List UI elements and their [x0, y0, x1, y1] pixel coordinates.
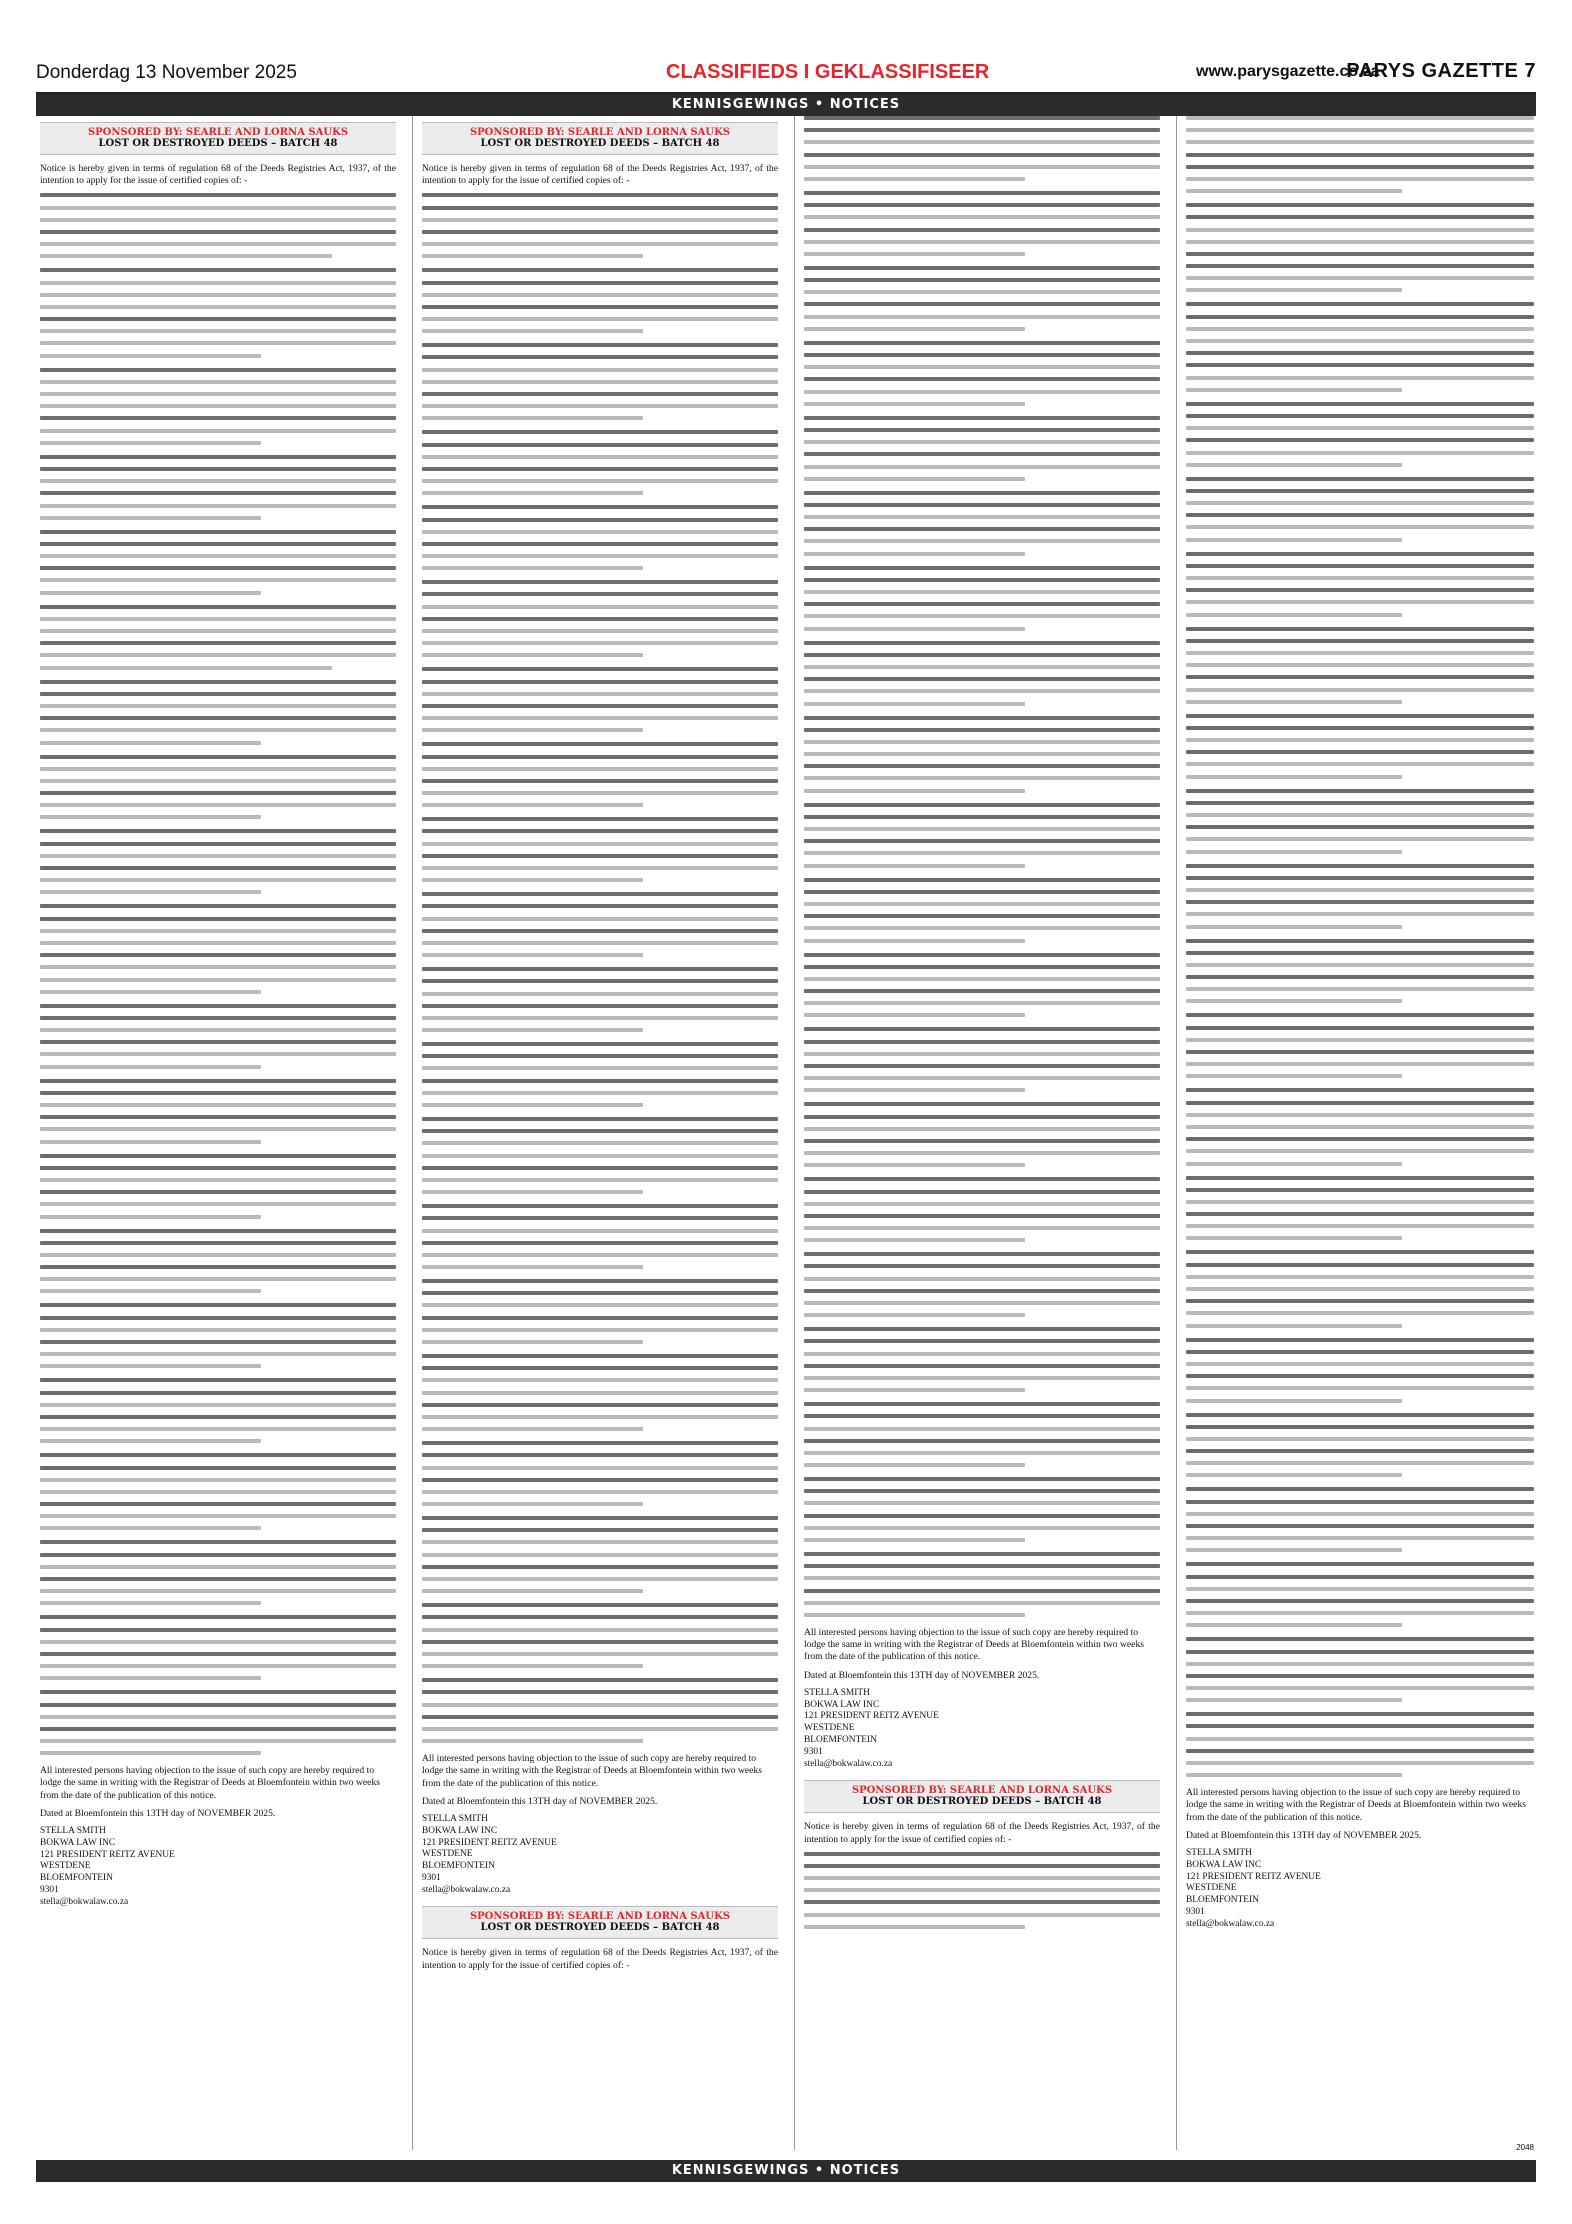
- notice-intro: Notice is hereby given in terms of regulation 68 of the Deeds Registries Act, 1937, of the intention to apply for the issue of certified copies of: -: [804, 1821, 1160, 1845]
- notice-list: [422, 193, 778, 1743]
- column-divider: [794, 116, 795, 2150]
- sig-firm: BOKWA LAW INC: [422, 1825, 498, 1836]
- list-item: [40, 1229, 396, 1294]
- sig-firm: BOKWA LAW INC: [804, 1699, 880, 1710]
- sig-suburb: WESTDENE: [804, 1723, 855, 1734]
- notice-list: [1186, 116, 1534, 1777]
- banner-title: LOST OR DESTROYED DEEDS – BATCH 48: [480, 1922, 720, 1934]
- banner-sponsor: SPONSORED BY: SEARLE AND LORNA SAUKS: [851, 1785, 1113, 1797]
- sig-postcode: 9301: [422, 1872, 441, 1883]
- list-item: [1186, 477, 1534, 542]
- list-item: [1186, 1637, 1534, 1702]
- list-item: [804, 803, 1160, 868]
- column-divider: [412, 116, 413, 2150]
- list-item: [40, 904, 396, 993]
- list-item: [422, 817, 778, 882]
- objection-notice: All interested persons having objection to the issue of such copy are hereby required to lodge the same in writing with the Registrar of Deeds at Bloemfontein within two weeks from the date of the publication of this notice.: [804, 1626, 1144, 1663]
- notices-bar-bottom: KENNISGEWINGS • NOTICES: [36, 2160, 1536, 2182]
- list-item: [422, 1354, 778, 1431]
- list-item: [422, 1204, 778, 1269]
- list-item: [1186, 203, 1534, 292]
- list-item: [804, 953, 1160, 1018]
- list-item: [422, 1117, 778, 1194]
- ad-code: 2048: [1516, 2143, 1534, 2150]
- list-item: [1186, 116, 1534, 193]
- list-item: [804, 266, 1160, 331]
- list-item: [804, 116, 1160, 181]
- list-item: [1186, 939, 1534, 1004]
- list-item: [1186, 552, 1534, 617]
- list-item: [804, 1402, 1160, 1467]
- notice-list: [40, 193, 396, 1755]
- list-item: [40, 829, 396, 894]
- list-item: [40, 1079, 396, 1144]
- sig-address: 121 PRESIDENT REITZ AVENUE: [1186, 1871, 1321, 1882]
- list-item: [40, 755, 396, 820]
- deeds-banner: [422, 122, 778, 155]
- sig-firm: BOKWA LAW INC: [1186, 1859, 1262, 1870]
- list-item: [804, 191, 1160, 256]
- column-2: [422, 116, 778, 2150]
- list-item: [804, 1252, 1160, 1317]
- column-divider: [1176, 116, 1177, 2150]
- list-item: [422, 430, 778, 495]
- dated-line: Dated at Bloemfontein this 13TH day of NOVEMBER 2025.: [1186, 1829, 1422, 1841]
- list-item: [1186, 1088, 1534, 1165]
- deeds-banner: [422, 1906, 778, 1939]
- deeds-banner: [804, 1780, 1160, 1813]
- list-item: [1186, 1562, 1534, 1627]
- signature-block: [40, 1826, 396, 1909]
- list-item: [804, 566, 1160, 631]
- list-item: [422, 580, 778, 657]
- list-item: [1186, 789, 1534, 854]
- list-item: [40, 1540, 396, 1605]
- list-item: [40, 1378, 396, 1443]
- list-item: [1186, 864, 1534, 929]
- list-item: [40, 1453, 396, 1530]
- sig-postcode: 9301: [1186, 1906, 1205, 1917]
- list-item: [1186, 1712, 1534, 1777]
- list-item: [40, 193, 396, 258]
- list-item: [422, 1279, 778, 1344]
- list-item: [804, 1102, 1160, 1167]
- list-item: [1186, 1250, 1534, 1327]
- list-item: [1186, 627, 1534, 704]
- list-item: [40, 368, 396, 445]
- notice-intro: Notice is hereby given in terms of regulation 68 of the Deeds Registries Act, 1937, of the intention to apply for the issue of certified copies of: -: [422, 163, 778, 187]
- list-item: [422, 268, 778, 333]
- list-item: [422, 1516, 778, 1593]
- sig-address: 121 PRESIDENT REITZ AVENUE: [422, 1837, 557, 1848]
- sig-postcode: 9301: [40, 1885, 59, 1896]
- list-item: [804, 716, 1160, 793]
- list-item: [422, 1678, 778, 1743]
- column-1: [40, 116, 396, 2150]
- banner-sponsor: SPONSORED BY: SEARLE AND LORNA SAUKS: [469, 127, 731, 138]
- list-item: [40, 455, 396, 520]
- list-item: [40, 530, 396, 595]
- list-item: [40, 605, 396, 670]
- objection-notice: All interested persons having objection to the issue of such copy are hereby required to lodge the same in writing with the Registrar of Deeds at Bloemfontein within two weeks from the date of the publication of this notice.: [1186, 1787, 1526, 1823]
- list-item: [804, 1177, 1160, 1242]
- list-item: [40, 1615, 396, 1680]
- list-item: [1186, 402, 1534, 467]
- banner-sponsor: SPONSORED BY: SEARLE AND LORNA SAUKS: [87, 127, 349, 138]
- list-item: [422, 742, 778, 807]
- list-item: [804, 491, 1160, 556]
- list-item: [804, 341, 1160, 406]
- sig-email[interactable]: stella@bokwalaw.co.za: [422, 1884, 511, 1895]
- list-item: [422, 505, 778, 570]
- sig-address: 121 PRESIDENT REITZ AVENUE: [804, 1711, 939, 1722]
- list-item: [804, 1552, 1160, 1617]
- list-item: [422, 343, 778, 420]
- signature-block: [1186, 1848, 1534, 1931]
- list-item: [422, 667, 778, 732]
- banner-sponsor: SPONSORED BY: SEARLE AND LORNA SAUKS: [469, 1911, 731, 1923]
- sig-city: BLOEMFONTEIN: [1186, 1895, 1259, 1906]
- list-item: [422, 967, 778, 1032]
- list-item: [804, 416, 1160, 481]
- list-item: [1186, 1013, 1534, 1078]
- list-item: [1186, 302, 1534, 391]
- paper-name: PARYS GAZETTE 7: [1346, 60, 1536, 82]
- dated-line: Dated at Bloemfontein this 13TH day of NOVEMBER 2025.: [804, 1669, 1040, 1681]
- website-url[interactable]: www.parysgazette.co.za: [1196, 63, 1380, 80]
- list-item: [40, 1303, 396, 1368]
- list-item: [1186, 1176, 1534, 1241]
- notice-list: [804, 1852, 1160, 1929]
- signature-block: [422, 1814, 778, 1897]
- sig-name: STELLA SMITH: [40, 1826, 106, 1837]
- list-item: [40, 680, 396, 745]
- dated-line: Dated at Bloemfontein this 13TH day of NOVEMBER 2025.: [40, 1807, 276, 1819]
- column-4: [1186, 116, 1534, 2150]
- list-item: [40, 1690, 396, 1755]
- sig-email[interactable]: stella@bokwalaw.co.za: [804, 1758, 893, 1769]
- list-item: [40, 1004, 396, 1069]
- sig-city: BLOEMFONTEIN: [40, 1873, 113, 1884]
- sig-suburb: WESTDENE: [1186, 1883, 1237, 1894]
- sig-name: STELLA SMITH: [422, 1813, 488, 1824]
- sig-postcode: 9301: [804, 1746, 823, 1757]
- banner-title: LOST OR DESTROYED DEEDS – BATCH 48: [98, 138, 338, 149]
- list-item: [804, 1852, 1160, 1929]
- list-item: [40, 268, 396, 357]
- list-item: [1186, 1487, 1534, 1552]
- banner-title: LOST OR DESTROYED DEEDS – BATCH 48: [862, 1796, 1102, 1808]
- banner-title: LOST OR DESTROYED DEEDS – BATCH 48: [480, 138, 720, 149]
- list-item: [422, 1603, 778, 1668]
- list-item: [422, 1042, 778, 1107]
- list-item: [804, 641, 1160, 706]
- notice-intro: Notice is hereby given in terms of regulation 68 of the Deeds Registries Act, 1937, of the intention to apply for the issue of certified copies of: -: [422, 1947, 778, 1971]
- list-item: [804, 1327, 1160, 1392]
- sig-email[interactable]: stella@bokwalaw.co.za: [40, 1896, 129, 1907]
- dated-line: Dated at Bloemfontein this 13TH day of NOVEMBER 2025.: [422, 1795, 658, 1807]
- sig-suburb: WESTDENE: [422, 1849, 473, 1860]
- issue-date: Donderdag 13 November 2025: [36, 62, 297, 83]
- notice-intro: Notice is hereby given in terms of regulation 68 of the Deeds Registries Act, 1937, of the intention to apply for the issue of certified copies of: -: [40, 163, 396, 187]
- list-item: [422, 892, 778, 957]
- sig-name: STELLA SMITH: [804, 1687, 870, 1698]
- column-3: [804, 116, 1160, 2150]
- notices-bar-top: KENNISGEWINGS • NOTICES: [36, 94, 1536, 116]
- objection-notice: All interested persons having objection to the issue of such copy are hereby required to lodge the same in writing with the Registrar of Deeds at Bloemfontein within two weeks from the date of the publication of this notice.: [422, 1753, 762, 1789]
- list-item: [1186, 714, 1534, 779]
- list-item: [422, 193, 778, 258]
- sig-email[interactable]: stella@bokwalaw.co.za: [1186, 1918, 1275, 1929]
- notice-list: [804, 116, 1160, 1617]
- list-item: [40, 1154, 396, 1219]
- sig-city: BLOEMFONTEIN: [804, 1734, 877, 1745]
- sig-name: STELLA SMITH: [1186, 1848, 1252, 1858]
- list-item: [804, 1027, 1160, 1092]
- page-header: [36, 58, 1536, 92]
- list-item: [1186, 1338, 1534, 1403]
- deeds-banner: [40, 122, 396, 155]
- list-item: [804, 878, 1160, 943]
- sig-suburb: WESTDENE: [40, 1861, 91, 1872]
- sig-city: BLOEMFONTEIN: [422, 1861, 495, 1872]
- list-item: [422, 1441, 778, 1506]
- list-item: [804, 1477, 1160, 1542]
- sig-firm: BOKWA LAW INC: [40, 1837, 116, 1848]
- list-item: [1186, 1413, 1534, 1478]
- signature-block: [804, 1688, 1160, 1771]
- section-title: CLASSIFIEDS I GEKLASSIFISEER: [666, 61, 990, 83]
- objection-notice: All interested persons having objection to the issue of such copy are hereby required to lodge the same in writing with the Registrar of Deeds at Bloemfontein within two weeks from the date of the publication of this notice.: [40, 1765, 380, 1801]
- sig-address: 121 PRESIDENT REITZ AVENUE: [40, 1849, 175, 1860]
